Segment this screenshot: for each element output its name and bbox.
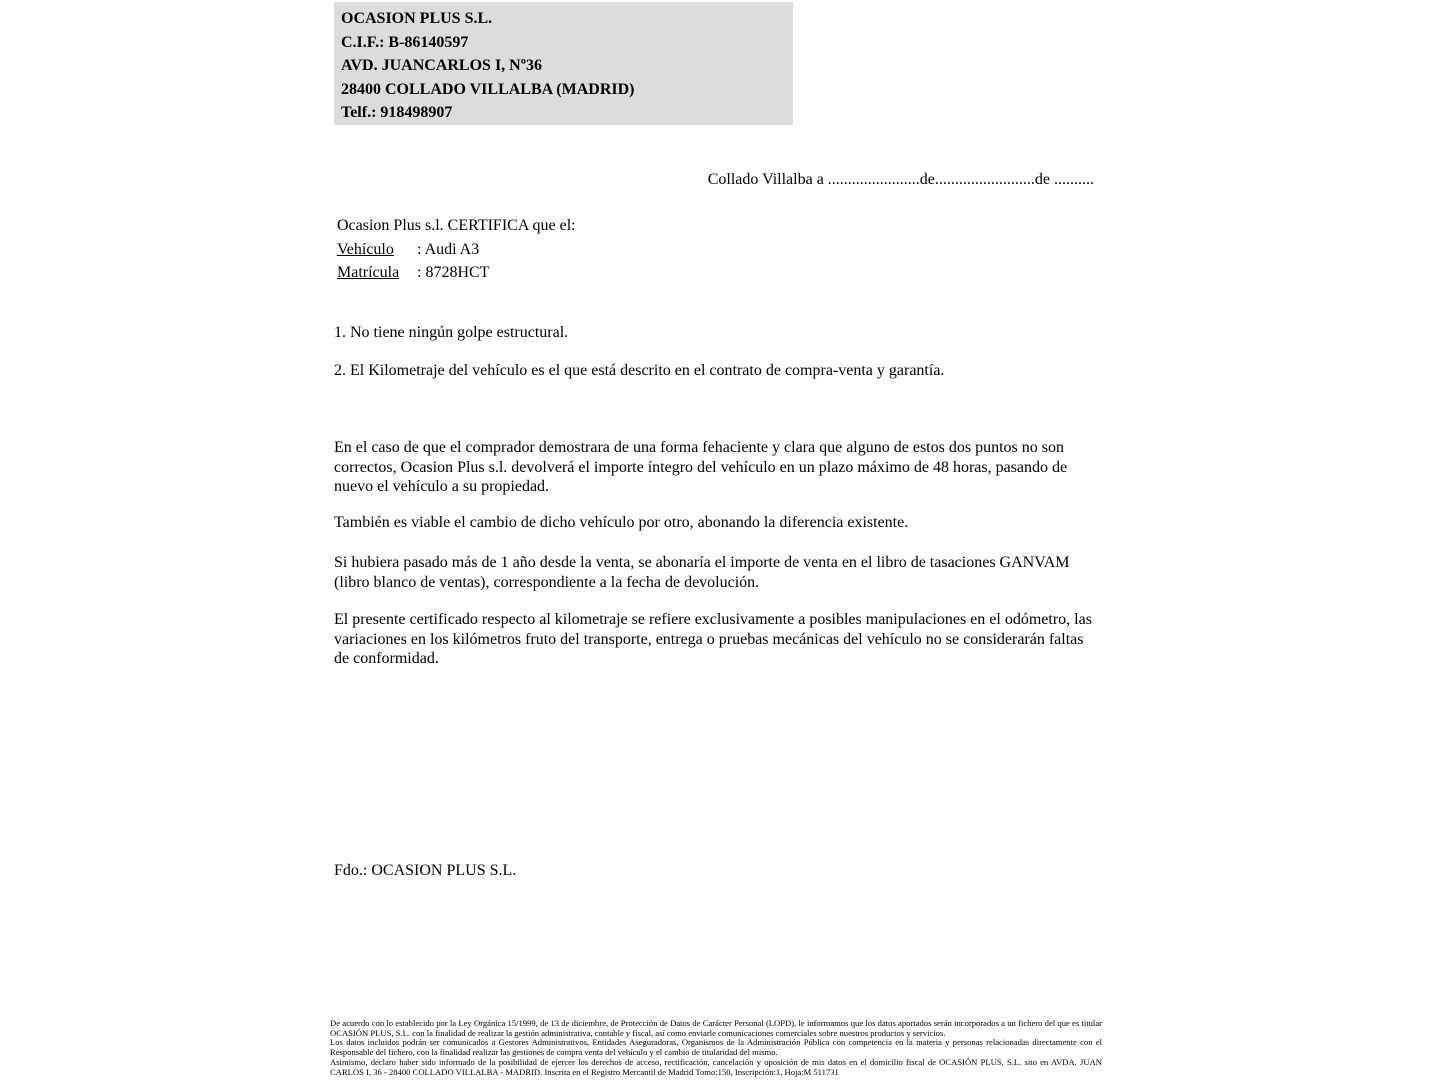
legal-paragraph-data-sharing: Los datos incluidos podrán ser comunicados a Gestores Administrativos, Entidades Aseguradoras, Organismos de la Administración Pública con competencia en la materia y personas relacionadas directamente con el Responsable del fichero, con la finalidad realizar las gestiones de compra venta del vehículo y el cambio de titularidad del mismo.	[330, 1037, 1102, 1058]
paragraph-exchange: También es viable el cambio de dicho vehículo por otro, abonando la diferencia existente.	[334, 514, 909, 531]
vehicle-label: Vehículo	[337, 240, 394, 258]
paragraph-odometer: El presente certificado respecto al kilometraje se refiere exclusivamente a posibles manipulaciones en el odómetro, las variaciones en los kilómetros fruto del transporte, entrega o pruebas mecánicas del vehículo no se considerarán faltas de conformidad.	[334, 611, 1092, 668]
company-phone: Telf.: 918498907	[341, 104, 453, 122]
company-name: OCASION PLUS S.L.	[341, 10, 493, 27]
vehicle-value: : Audi A3	[417, 240, 480, 258]
legal-fine-print	[330, 1019, 1102, 1077]
signature-line: Fdo.: OCASION PLUS S.L.	[334, 862, 517, 879]
company-address: AVD. JUANCARLOS I, Nº36	[341, 57, 543, 75]
date-line: Collado Villalba a .......................de.........................de ..........	[707, 171, 1094, 188]
point-2: 2. El Kilometraje del vehículo es el que está descrito en el contrato de compra-venta y garantía.	[334, 362, 945, 379]
plate-value: : 8728HCT	[417, 264, 490, 282]
company-cif: C.I.F.: B-86140597	[341, 33, 469, 51]
certification-block	[337, 214, 837, 285]
plate-label: Matrícula	[337, 264, 400, 282]
legal-paragraph-lopd: De acuerdo con lo establecido por la Ley Orgánica 15/1999, de 13 de diciembre, de Protección de Datos de Carácter Personal (LOPD), le informamos que los datos aportados serán incorporados a un fichero del que es titular OCASIÓN PLUS, S.L. con la finalidad de realizar la gestión administrativa, contable y fiscal, así como enviarle comunicaciones comerciales sobre nuestros productos y servicios.	[330, 1018, 1102, 1038]
point-1: 1. No tiene ningún golpe estructural.	[334, 324, 569, 341]
company-header-box	[334, 2, 793, 125]
paragraph-refund: En el caso de que el comprador demostrara de una forma fehaciente y clara que alguno de estos dos puntos no son correctos, Ocasion Plus s.l. devolverá el importe íntegro del vehículo en un plazo máximo de 48 horas, pasando de nuevo el vehículo a su propiedad.	[334, 439, 1068, 496]
paragraph-ganvam: Si hubiera pasado más de 1 año desde la venta, se abonaría el importe de venta en el libro de tasaciones GANVAM (libro blanco de ventas), correspondiente a la fecha de devolución.	[334, 554, 1070, 591]
plate-row	[337, 261, 837, 285]
legal-paragraph-rights: Asimismo, declaro haber sido informado de la posibilidad de ejercer los derechos de acceso, rectificación, cancelación y oposición de mis datos en el domicilio fiscal de OCASIÓN PLUS, S.L. sito en AVDA. JUAN CARLOS I, 36 - 28400 COLLADO VILLALBA - MADRID. Inscrita en el Registro Mercantil de Madrid Tomo:150, Inscripción:1, Hoja:M 511731	[330, 1056, 1102, 1077]
vehicle-row	[337, 238, 837, 262]
certification-intro: Ocasion Plus s.l. CERTIFICA que el:	[337, 217, 576, 234]
company-city: 28400 COLLADO VILLALBA (MADRID)	[341, 80, 635, 98]
